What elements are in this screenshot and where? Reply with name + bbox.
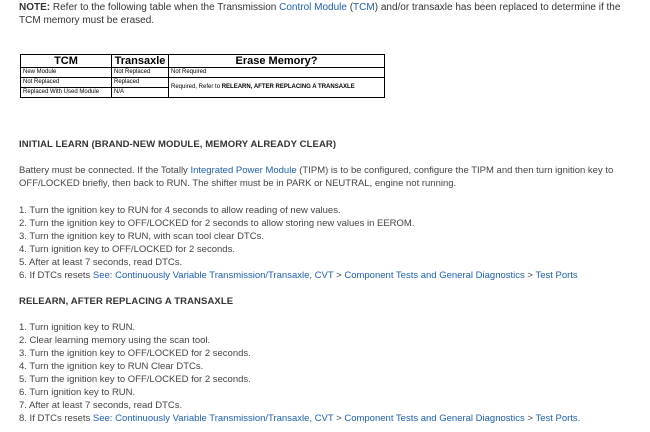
relearn-reference: RELEARN, AFTER REPLACING A TRANSAXLE <box>221 84 355 90</box>
component-tests-link[interactable]: Component Tests and General Diagnostics <box>344 270 525 281</box>
table-header-row <box>21 55 385 68</box>
step-text: 8. If DTCs resets <box>19 413 93 424</box>
para-text: Battery must be connected. If the Totally <box>19 165 191 176</box>
header-tcm: TCM <box>21 55 112 68</box>
list-item: 1. Turn ignition key to RUN. <box>19 322 136 333</box>
table-cell: Replaced <box>112 78 169 88</box>
relearn-steps <box>19 321 580 425</box>
list-item <box>19 412 580 425</box>
note-text: ) and/or transaxle has been replaced to determine if the TCM memory must be erased. <box>19 2 621 26</box>
breadcrumb-separator: > <box>333 270 345 281</box>
list-item: 1. Turn the ignition key to RUN for 4 seconds to allow reading of new values. <box>19 205 341 216</box>
cvt-link[interactable]: See: Continuously Variable Transmission/Transaxle, CVT <box>92 413 334 424</box>
table-cell: Not Replaced <box>21 78 112 88</box>
initial-learn-heading: INITIAL LEARN (BRAND-NEW MODULE, MEMORY ALREADY CLEAR) <box>19 139 337 150</box>
test-ports-link[interactable]: Test Ports <box>535 413 578 424</box>
component-tests-link[interactable]: Component Tests and General Diagnostics <box>344 413 525 424</box>
erase-memory-table <box>20 54 385 98</box>
note-text: ( <box>346 2 354 13</box>
list-item: 4. Turn ignition key to OFF/LOCKED for 2 seconds. <box>19 244 235 255</box>
header-transaxle: Transaxle <box>112 55 169 68</box>
list-item: 5. Turn the ignition key to OFF/LOCKED for 2 seconds. <box>19 374 251 385</box>
table-cell: Replaced With Used Module <box>21 88 112 98</box>
list-item: 7. After at least 7 seconds, read DTCs. <box>19 400 183 411</box>
breadcrumb-separator: > <box>524 270 536 281</box>
tcm-link[interactable]: TCM <box>353 2 375 13</box>
list-item: 3. Turn the ignition key to OFF/LOCKED for 2 seconds. <box>19 348 251 359</box>
table-cell: Not Required <box>169 68 385 78</box>
control-module-link[interactable]: Control Module <box>279 2 347 13</box>
breadcrumb-separator: > <box>333 413 345 424</box>
table-row <box>21 68 385 78</box>
table-row <box>21 78 385 88</box>
table-cell: Not Replaced <box>112 68 169 78</box>
list-item: 4. Turn the ignition key to RUN Clear DTCs. <box>19 361 204 372</box>
table-cell-merged <box>169 78 385 98</box>
para-text: (TIPM) is to be configured, configure the TIPM and then turn ignition key to OFF/LOCKED briefly, then back to RUN. The shifter must be in PARK or NEUTRAL, engine not running. <box>19 165 614 189</box>
cvt-link[interactable]: See: Continuously Variable Transmission/Transaxle, CVT <box>92 270 334 281</box>
relearn-heading: RELEARN, AFTER REPLACING A TRANSAXLE <box>19 296 234 307</box>
initial-learn-paragraph <box>19 164 629 190</box>
list-item: 2. Clear learning memory using the scan tool. <box>19 335 211 346</box>
test-ports-link[interactable]: Test Ports <box>535 270 578 281</box>
note-label: NOTE: <box>19 2 51 13</box>
list-item: 5. After at least 7 seconds, read DTCs. <box>19 257 183 268</box>
list-item: 2. Turn the ignition key to OFF/LOCKED for 2 seconds to allow storing new values in EEROM. <box>19 218 415 229</box>
list-item: 3. Turn the ignition key to RUN, with scan tool clear DTCs. <box>19 231 264 242</box>
step-text: 6. If DTCs resets <box>19 270 93 281</box>
table-cell: New Module <box>21 68 112 78</box>
integrated-power-module-link[interactable]: Integrated Power Module <box>190 165 297 176</box>
list-item <box>19 269 578 282</box>
initial-learn-steps <box>19 204 578 282</box>
merged-prefix: Required, Refer to <box>171 84 222 90</box>
note-text: Refer to the following table when the Transmission <box>50 2 280 13</box>
breadcrumb-separator: > <box>524 413 536 424</box>
note-paragraph <box>19 1 644 27</box>
list-item: 6. Turn ignition key to RUN. <box>19 387 136 398</box>
table-cell: N/A <box>112 88 169 98</box>
header-erase-memory: Erase Memory? <box>169 55 385 68</box>
step-text: . <box>577 413 581 424</box>
